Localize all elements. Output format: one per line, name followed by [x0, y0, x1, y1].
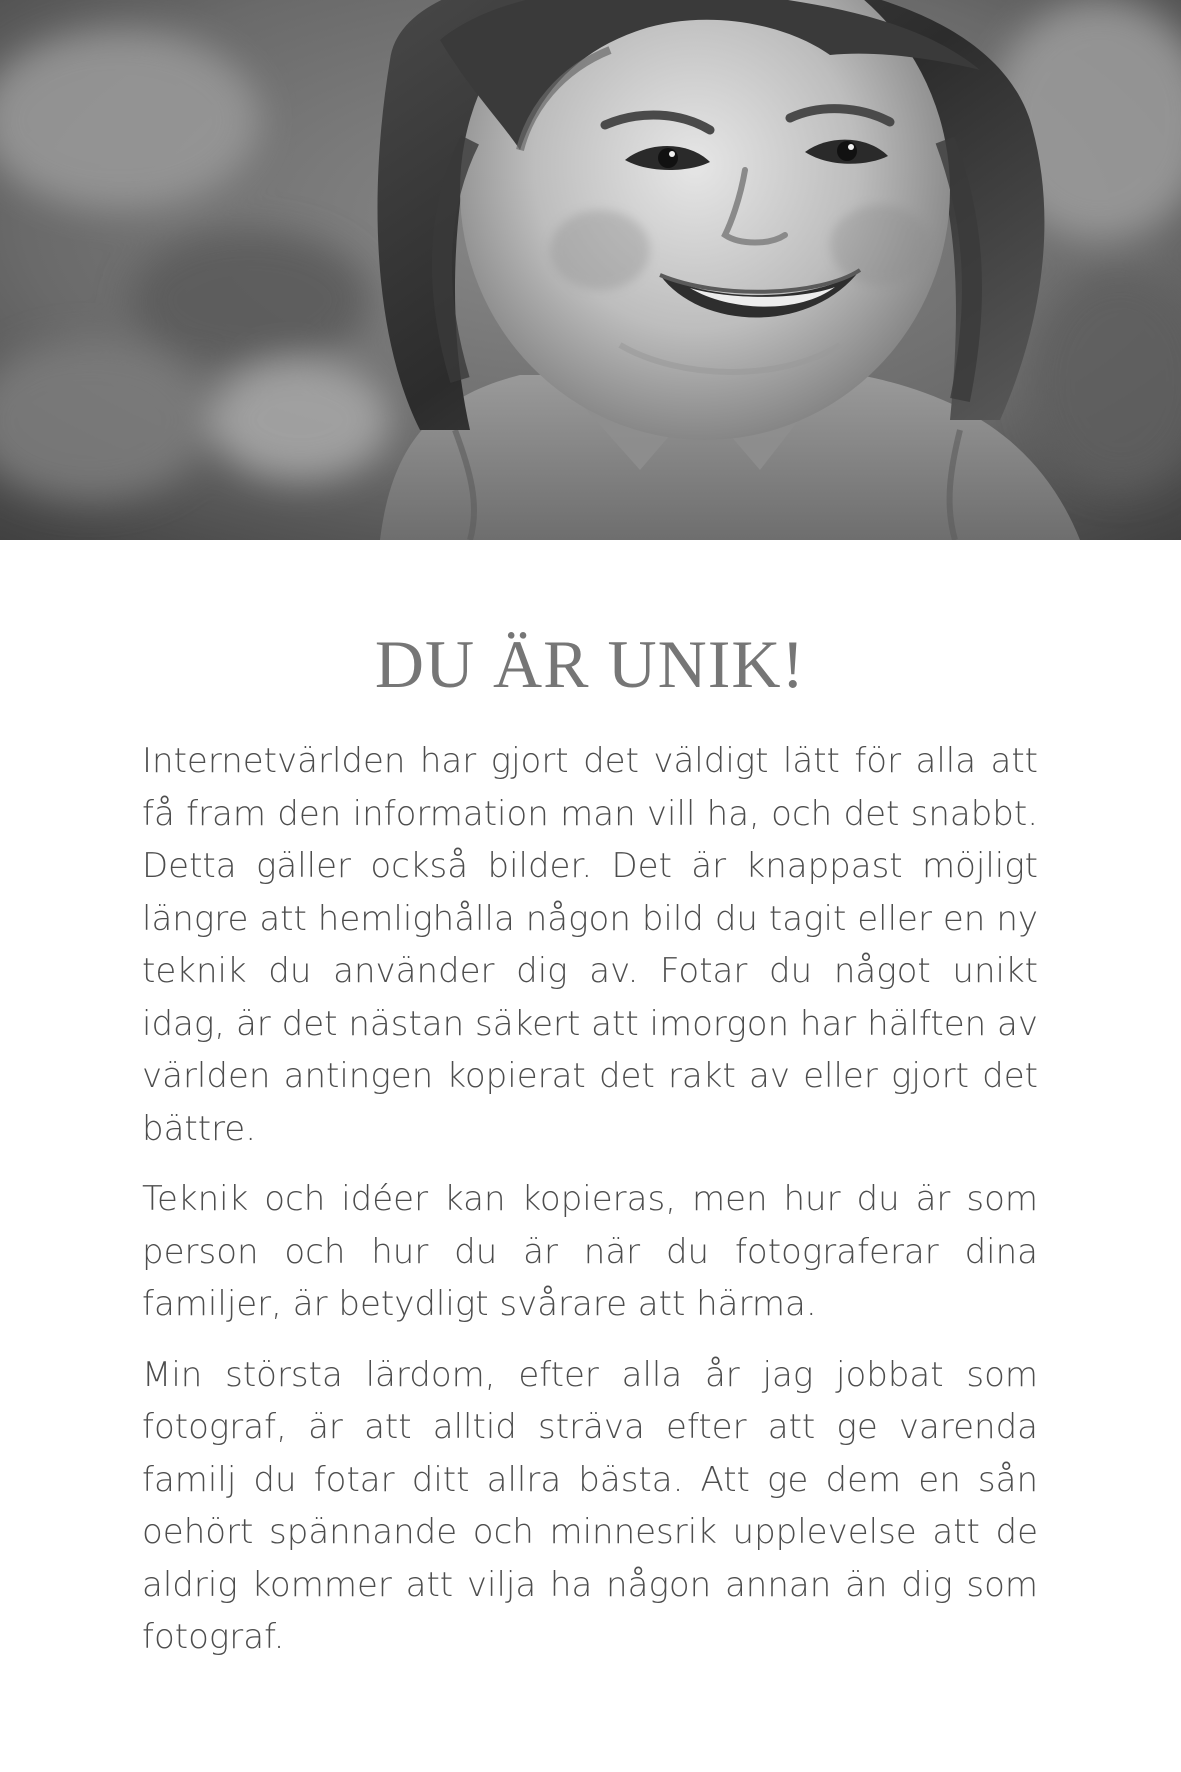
- article-content: [142, 626, 1038, 1664]
- article-title: DU ÄR UNIK!: [374, 626, 806, 702]
- hero-photo: [0, 0, 1181, 540]
- paragraph-1: Internetvärlden har gjort det väldigt lätt för alla att få fram den information man vill ha, och det snabbt. Detta gäller också bilder. Det är knappast möjligt längre att hemlighålla någon bild du tagit eller en ny teknik du använder dig av. Fotar du något unikt idag, är det nästan säkert att imorgon har hälften av världen antingen kopierat det rakt av eller gjort det bättre.: [142, 741, 1038, 1149]
- smiling-child-photo: [0, 0, 1181, 540]
- paragraph-2: Teknik och idéer kan kopieras, men hur du är som person och hur du är när du fotograferar dina familjer, är betydligt svårare att härma.: [142, 1179, 1038, 1324]
- paragraph-3: Min största lärdom, efter alla år jag jobbat som fotograf, är att alltid sträva efter att ge varenda familj du fotar ditt allra bästa. Att ge dem en sån oehört spännande och minnesrik upplevelse att de aldrig kommer att vilja ha någon annan än dig som fotograf.: [142, 1354, 1038, 1657]
